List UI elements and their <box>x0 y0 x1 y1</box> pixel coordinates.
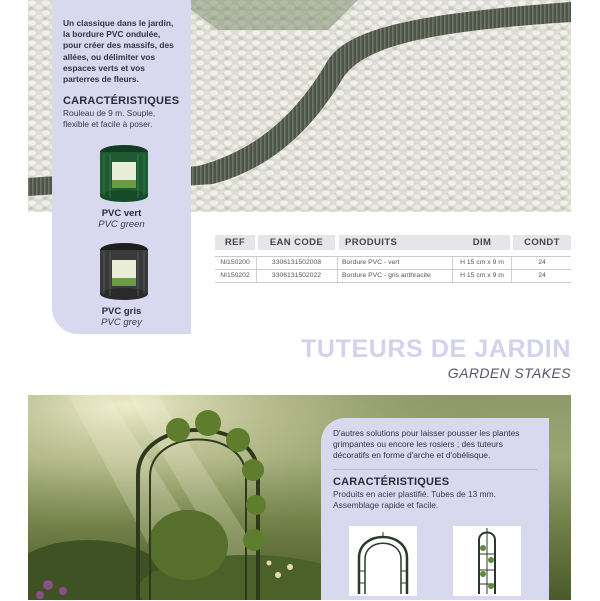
features-title: CARACTÉRISTIQUES <box>63 95 180 108</box>
table-row-divider <box>215 282 571 283</box>
table-col-divider <box>256 256 257 282</box>
table-header-condt: CONDT <box>513 235 571 250</box>
features-title: CARACTÉRISTIQUES <box>333 475 450 488</box>
pvc-grey-label: PVC gris <box>101 306 142 317</box>
table-header-ean: EAN CODE <box>258 235 335 250</box>
pvc-green-label: PVC vert <box>101 208 142 219</box>
table-header-ref: REF <box>215 235 255 250</box>
panel-divider <box>333 469 537 470</box>
obelisk-icon <box>453 526 521 596</box>
pvc-grey-roll-image <box>98 242 150 300</box>
features-text: Produits en acier plastifié. Tubes de 13 mm. Assemblage rapide et facile. <box>333 488 496 510</box>
table-cell-produit: Bordure PVC - vert <box>342 259 400 266</box>
table-cell-ean: 3306131502008 <box>271 259 322 266</box>
table-col-divider <box>337 256 338 282</box>
table-header-dim: DIM <box>454 235 510 250</box>
pvc-green-roll-image <box>98 144 150 202</box>
section-subtitle: GARDEN STAKES <box>447 365 571 381</box>
table-cell-ref: NI150202 <box>220 272 250 279</box>
obelisk-product-image <box>453 526 521 596</box>
table-cell-condt: 24 <box>538 259 546 266</box>
features-text: Rouleau de 9 m. Souple, flexible et facile à poser. <box>63 108 156 130</box>
table-cell-ref: NI150200 <box>220 259 250 266</box>
table-cell-condt: 24 <box>538 272 546 279</box>
pvc-border-info-panel <box>52 0 191 334</box>
table-cell-dim: H 15 cm x 9 m <box>460 259 504 266</box>
section-title: TUTEURS DE JARDIN <box>301 335 571 363</box>
garden-stakes-info-panel <box>321 418 549 600</box>
arch-icon <box>349 526 417 596</box>
pvc-border-intro: Un classique dans le jardin, la bordure PVC ondulée, pour créer des massifs, des allées, ou délimiter vos espaces verts et vos parterres de fleurs. <box>63 18 174 85</box>
table-header-produits: PRODUITS <box>339 235 463 250</box>
table-cell-produit: Bordure PVC - gris anthracite <box>342 272 431 279</box>
table-cell-ean: 3306131502022 <box>271 272 322 279</box>
table-cell-dim: H 15 cm x 9 m <box>460 272 504 279</box>
pvc-grey-sublabel: PVC grey <box>101 317 142 328</box>
table-col-divider <box>511 256 512 282</box>
pvc-green-sublabel: PVC green <box>98 219 145 230</box>
arch-product-image <box>349 526 417 596</box>
table-col-divider <box>452 256 453 282</box>
garden-stakes-intro: D'autres solutions pour laisser pousser les plantes grimpantes ou encore les rosiers ; des tuteurs décoratifs en forme d'arche et d'obélisque. <box>333 428 520 461</box>
